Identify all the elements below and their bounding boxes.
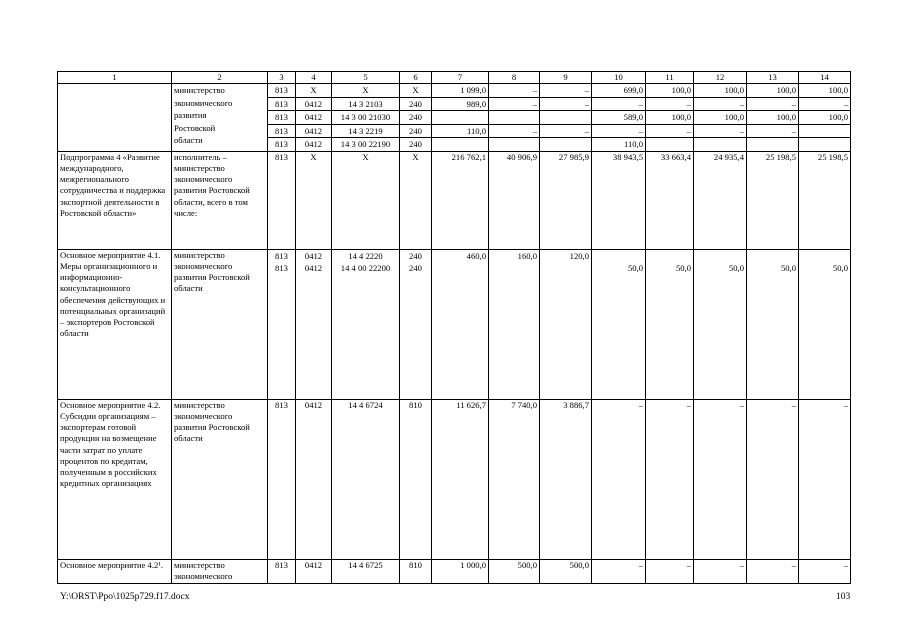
value-cell xyxy=(646,249,694,399)
value-line: – xyxy=(540,97,591,111)
value-cell: X xyxy=(400,151,432,249)
value-cell: 24 935,4 xyxy=(694,151,747,249)
value-cell xyxy=(268,249,296,399)
value-cell: 40 906,9 xyxy=(489,151,540,249)
value-line xyxy=(540,110,591,124)
value-cell xyxy=(694,84,747,152)
value-cell: 0412 xyxy=(296,399,332,559)
table-row xyxy=(58,249,851,399)
executor-line: экономического xyxy=(174,97,233,108)
value-line xyxy=(799,137,850,151)
executor-line: развития xyxy=(174,110,207,121)
table-row xyxy=(58,559,851,583)
value-line xyxy=(646,250,693,263)
value-line: – xyxy=(747,124,798,138)
value-line: 14 3 2219 xyxy=(332,124,399,138)
value-cell: 810 xyxy=(400,559,432,583)
value-cell: X xyxy=(296,151,332,249)
value-cell: 25 198,5 xyxy=(747,151,799,249)
value-line: 0412 xyxy=(296,124,331,138)
executor-line: Ростовской xyxy=(174,122,216,133)
value-line: 0412 xyxy=(304,263,323,274)
value-line: 14 4 2220 xyxy=(348,250,383,261)
value-line: 100,0 xyxy=(828,85,848,96)
page-number: 103 xyxy=(836,592,851,602)
value-line xyxy=(432,262,488,275)
program-name-cell xyxy=(58,84,172,152)
value-line: – xyxy=(747,97,798,111)
column-header: 10 xyxy=(592,72,646,84)
value-cell xyxy=(646,84,694,152)
value-line: – xyxy=(584,85,589,96)
value-line xyxy=(432,110,488,124)
column-header: 2 xyxy=(172,72,268,84)
value-line xyxy=(489,110,539,124)
value-line: 100,0 xyxy=(776,85,796,96)
value-line: 240 xyxy=(400,97,431,111)
column-header: 12 xyxy=(694,72,747,84)
value-cell: 216 762,1 xyxy=(432,151,489,249)
value-cell xyxy=(592,84,646,152)
value-line: 160,0 xyxy=(517,250,537,261)
value-cell: – xyxy=(747,559,799,583)
value-line: 1 099,0 xyxy=(460,85,486,96)
value-cell: 0412 xyxy=(296,559,332,583)
value-line: 0412 xyxy=(296,137,331,151)
value-cell: 500,0 xyxy=(540,559,592,583)
value-cell xyxy=(332,84,400,152)
value-line: – xyxy=(592,97,645,111)
value-cell xyxy=(432,84,489,152)
value-cell: 14 4 6725 xyxy=(332,559,400,583)
value-line: – xyxy=(646,97,693,111)
column-header: 9 xyxy=(540,72,592,84)
column-header: 7 xyxy=(432,72,489,84)
column-header: 1 xyxy=(58,72,172,84)
value-line: 50,0 xyxy=(780,263,796,274)
value-line: – xyxy=(532,85,537,96)
value-cell xyxy=(747,249,799,399)
value-cell: 14 4 6724 xyxy=(332,399,400,559)
program-name-cell: Подпрограмма 4 «Развитие международного, межрегионального сотрудничества и поддержка экспортной деятельности в Ростовской области» xyxy=(58,151,172,249)
value-line: 989,0 xyxy=(432,97,488,111)
value-cell: 1 000,0 xyxy=(432,559,489,583)
value-cell xyxy=(540,249,592,399)
value-line: 50,0 xyxy=(627,263,643,274)
column-header: 13 xyxy=(747,72,799,84)
value-cell: – xyxy=(592,399,646,559)
value-cell: X xyxy=(332,151,400,249)
value-line: 813 xyxy=(275,250,288,261)
value-line xyxy=(694,137,746,151)
value-line: 240 xyxy=(409,250,422,261)
value-cell: 813 xyxy=(268,559,296,583)
value-line: X xyxy=(412,85,419,96)
column-header: 4 xyxy=(296,72,332,84)
value-line: 50,0 xyxy=(675,263,691,274)
column-header: 6 xyxy=(400,72,432,84)
value-line: X xyxy=(362,85,369,96)
column-header: 8 xyxy=(489,72,540,84)
value-cell: 810 xyxy=(400,399,432,559)
value-cell: – xyxy=(646,559,694,583)
value-line: – xyxy=(592,124,645,138)
value-cell: – xyxy=(799,399,851,559)
table-row xyxy=(58,84,851,152)
value-cell xyxy=(747,84,799,152)
value-line: 100,0 xyxy=(646,110,693,124)
value-line: 813 xyxy=(275,85,288,96)
value-line: – xyxy=(646,124,693,138)
value-line: 14 3 00 22190 xyxy=(332,137,399,151)
value-cell: 27 985,9 xyxy=(540,151,592,249)
value-cell xyxy=(799,249,851,399)
budget-table xyxy=(57,71,851,584)
value-line xyxy=(646,137,693,151)
value-cell xyxy=(332,249,400,399)
value-cell: – xyxy=(646,399,694,559)
program-name-cell: Основное мероприятие 4.1. Меры организационного и информационно-консультационного обеспечения действующих и потенциальных организаций – экспортеров Ростовской области xyxy=(58,249,172,399)
executor-cell: министерство экономического развития Ростовской области xyxy=(172,249,268,399)
value-line: 50,0 xyxy=(728,263,744,274)
value-line: 110,0 xyxy=(592,137,645,151)
value-line: – xyxy=(799,97,850,111)
program-name-cell: Основное мероприятие 4.2. Субсидии организациям – экспортерам готовой продукции на возмещение части затрат по уплате процентов по кредитам, полученным в российских кредитных организациях xyxy=(58,399,172,559)
value-cell: 7 740,0 xyxy=(489,399,540,559)
value-line xyxy=(540,262,591,275)
value-line: 14 3 2103 xyxy=(332,97,399,111)
executor-line: министерство xyxy=(174,85,225,96)
value-line: 240 xyxy=(400,124,431,138)
value-line: 589,0 xyxy=(592,110,645,124)
value-cell xyxy=(296,84,332,152)
value-line: 14 3 00 21030 xyxy=(332,110,399,124)
column-header: 11 xyxy=(646,72,694,84)
value-cell: 25 198,5 xyxy=(799,151,851,249)
column-header: 5 xyxy=(332,72,400,84)
value-cell xyxy=(540,84,592,152)
table-row xyxy=(58,151,851,249)
value-line: – xyxy=(540,124,591,138)
value-line: 50,0 xyxy=(832,263,848,274)
value-line: 100,0 xyxy=(747,110,798,124)
header-row xyxy=(58,72,851,84)
value-line: 100,0 xyxy=(724,85,744,96)
document-path: Y:\ORST\Ppo\1025p729.f17.docx xyxy=(60,592,190,602)
value-cell xyxy=(268,84,296,152)
value-line: 813 xyxy=(275,263,288,274)
value-line: 14 4 00 22200 xyxy=(340,263,391,274)
value-line: 813 xyxy=(268,124,295,138)
value-line: – xyxy=(694,124,746,138)
value-line: 0412 xyxy=(296,110,331,124)
value-cell xyxy=(592,249,646,399)
executor-cell: министерство экономического xyxy=(172,559,268,583)
value-line xyxy=(489,262,539,275)
value-cell xyxy=(400,84,432,152)
value-cell: 813 xyxy=(268,399,296,559)
value-cell: – xyxy=(799,559,851,583)
table-row xyxy=(58,399,851,559)
value-line xyxy=(799,124,850,138)
value-line: 100,0 xyxy=(671,85,691,96)
value-line xyxy=(540,137,591,151)
executor-cell: исполнитель – министерство экономического развития Ростовской области, всего в том числе: xyxy=(172,151,268,249)
value-line: 813 xyxy=(268,137,295,151)
program-name-cell: Основное мероприятие 4.2¹. xyxy=(58,559,172,583)
value-line: 100,0 xyxy=(694,110,746,124)
value-line: – xyxy=(489,97,539,111)
value-cell: 813 xyxy=(268,151,296,249)
value-line: 100,0 xyxy=(799,110,850,124)
value-line: 120,0 xyxy=(569,250,589,261)
value-cell: 11 626,7 xyxy=(432,399,489,559)
value-line xyxy=(432,137,488,151)
executor-line: области xyxy=(174,135,203,146)
value-cell: – xyxy=(592,559,646,583)
value-line xyxy=(592,250,645,263)
value-line: 110,0 xyxy=(432,124,488,138)
executor-cell xyxy=(172,84,268,152)
value-cell: – xyxy=(747,399,799,559)
value-cell xyxy=(489,84,540,152)
value-line: 460,0 xyxy=(466,250,486,261)
value-cell xyxy=(432,249,489,399)
value-line: 0412 xyxy=(304,250,323,261)
value-cell xyxy=(799,84,851,152)
value-line: 813 xyxy=(268,97,295,111)
value-line: 240 xyxy=(409,263,422,274)
value-cell xyxy=(489,249,540,399)
column-header: 3 xyxy=(268,72,296,84)
value-line xyxy=(489,137,539,151)
value-cell: 500,0 xyxy=(489,559,540,583)
value-line: 240 xyxy=(400,110,431,124)
value-line: – xyxy=(694,97,746,111)
value-line xyxy=(799,250,850,263)
value-line: 0412 xyxy=(296,97,331,111)
value-line xyxy=(747,137,798,151)
value-cell xyxy=(400,249,432,399)
value-cell: – xyxy=(694,559,747,583)
value-line: 240 xyxy=(400,137,431,151)
value-cell: – xyxy=(694,399,747,559)
value-line: X xyxy=(310,85,317,96)
value-cell: 3 886,7 xyxy=(540,399,592,559)
value-line xyxy=(747,250,798,263)
column-header: 14 xyxy=(799,72,851,84)
value-line: 813 xyxy=(268,110,295,124)
executor-cell: министерство экономического развития Ростовской области xyxy=(172,399,268,559)
value-line xyxy=(694,250,746,263)
value-cell: 33 663,4 xyxy=(646,151,694,249)
value-line: – xyxy=(489,124,539,138)
value-cell: 38 943,5 xyxy=(592,151,646,249)
value-cell xyxy=(694,249,747,399)
value-cell xyxy=(296,249,332,399)
value-line: 699,0 xyxy=(623,85,643,96)
